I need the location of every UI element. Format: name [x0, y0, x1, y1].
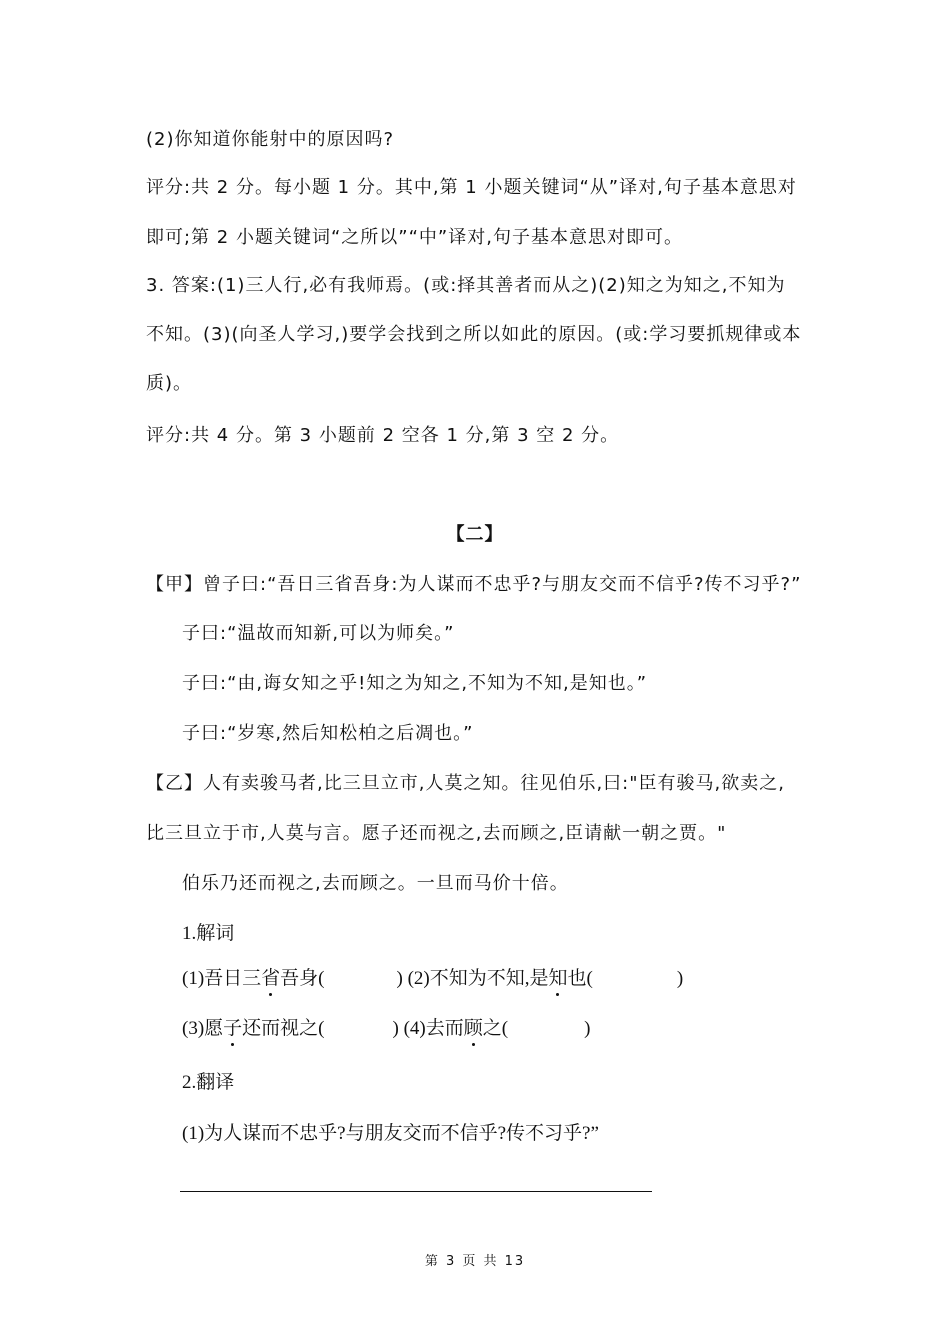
emphasis-dot-char: 省 [261, 968, 281, 989]
vocab-row [182, 1017, 590, 1041]
vocab-item-text: ) [676, 968, 684, 989]
answer-line: 不知。(3)(向圣人学习,)要学会找到之所以如此的原因。(或:学习要抓规律或本 [146, 324, 802, 345]
emphasis-dot-char: 知 [548, 968, 568, 989]
exercise-title: 2.翻译 [182, 1072, 235, 1093]
page-footer: 第 3 页 共 13 [424, 1254, 526, 1269]
answer-line: 质)。 [146, 373, 193, 394]
answer-line-rule[interactable] [180, 1191, 652, 1192]
vocab-item-text: (3)愿 [182, 1018, 224, 1039]
vocab-item-text: (1)吾日三 [182, 968, 262, 989]
emphasis-dot-char: 顾 [463, 1018, 483, 1039]
vocab-item-text: (4)去而 [403, 1018, 464, 1039]
vocab-item-text: ) [392, 1018, 399, 1039]
passage-yi-line: 【乙】人有卖骏马者,比三旦立市,人莫之知。往见伯乐,曰:"臣有骏马,欲卖之, [146, 773, 785, 794]
vocab-item-text: 还而视之( [242, 1018, 325, 1039]
emphasis-dot-char: 子 [223, 1018, 243, 1039]
scoring-line: 评分:共 2 分。每小题 1 分。其中,第 1 小题关键词“从”译对,句子基本意思对 [146, 177, 797, 198]
vocab-item-text: 之( [482, 1018, 509, 1039]
answer-line: 3. 答案:(1)三人行,必有我师焉。(或:择其善者而从之)(2)知之为知之,不知为 [146, 275, 786, 296]
passage-yi-line: 比三旦立于市,人莫与言。愿子还而视之,去而顾之,臣请献一朝之贾。" [146, 823, 727, 844]
vocab-item-text: (2)不知为不知,是 [407, 968, 549, 989]
vocab-row [182, 967, 683, 991]
translation-item: (1)为人谋而不忠乎?与朋友交而不信乎?传不习乎?” [182, 1123, 599, 1144]
passage-jia-line: 【甲】曾子曰:“吾日三省吾身:为人谋而不忠乎?与朋友交而不信乎?传不习乎?” [146, 574, 802, 595]
vocab-item-text: ) [584, 1018, 591, 1039]
vocab-item-text: 也( [567, 968, 593, 989]
exercise-title: 1.解词 [182, 923, 235, 944]
passage-yi-line: 伯乐乃还而视之,去而顾之。一旦而马价十倍。 [182, 873, 569, 894]
passage-jia-line: 子曰:“岁寒,然后知松柏之后凋也。” [182, 723, 474, 744]
passage-jia-line: 子曰:“由,诲女知之乎!知之为知之,不知为不知,是知也。” [182, 673, 648, 694]
vocab-item-text: 吾身( [280, 968, 325, 989]
scoring-line: 评分:共 4 分。第 3 小题前 2 空各 1 分,第 3 空 2 分。 [146, 425, 620, 446]
vocab-item-text: ) [396, 968, 403, 989]
scoring-line: 即可;第 2 小题关键词“之所以”“中”译对,句子基本意思对即可。 [146, 227, 683, 248]
section-title: 【二】 [446, 524, 504, 545]
passage-jia-line: 子曰:“温故而知新,可以为师矣。” [182, 623, 455, 644]
answer-line-q2: (2)你知道你能射中的原因吗? [146, 129, 395, 150]
